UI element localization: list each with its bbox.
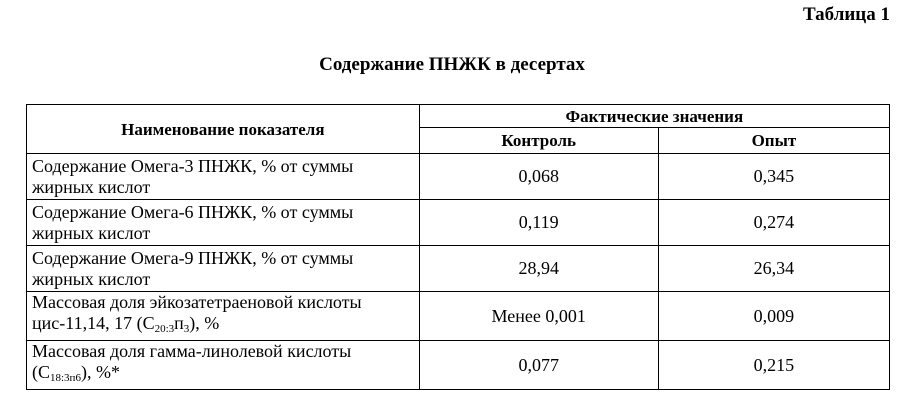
row-name-line1: Содержание Омега-3 ПНЖК, % от суммы [32,155,354,176]
row-name-line2-pre: (С [32,362,50,382]
control-value: Менее 0,001 [419,292,658,341]
row-name-line1: Массовая доля эйкозатетраеновой кислоты [32,292,362,312]
row-name-subscript: 18:3п6 [50,372,81,384]
control-value: 0,068 [419,154,658,200]
experiment-value: 0,009 [658,292,889,341]
table-row [27,154,890,200]
row-name [27,200,420,246]
row-name-subscript: 3 [183,323,190,335]
row-name-line1: Содержание Омега-9 ПНЖК, % от суммы [32,247,354,268]
row-name-line1: Массовая доля гамма-линолевой кислоты [32,341,352,361]
column-header-experiment: Опыт [658,128,889,154]
table-row [27,341,890,390]
row-name-line2: жирных кислот [32,268,151,289]
row-name [27,341,420,390]
row-name-line1: Содержание Омега-6 ПНЖК, % от суммы [32,201,354,222]
row-name-line2-pre: цис-11,14, 17 (С [32,313,155,333]
table-row [27,246,890,292]
row-name-line2: жирных кислот [32,222,151,243]
row-name-subscript: 20:3 [154,323,175,335]
column-header-actual-values: Фактические значения [419,105,889,128]
row-name-line2: жирных кислот [32,176,151,197]
row-name [27,292,420,341]
header-row [27,105,890,128]
row-name-line2-post: ), %* [80,362,120,382]
table-row [27,200,890,246]
data-table [26,104,890,390]
table-title: Содержание ПНЖК в десертах [319,54,585,75]
column-header-control: Контроль [419,128,658,154]
table-number: Таблица 1 [802,4,890,25]
control-value: 28,94 [419,246,658,292]
row-name-line2-mid: п [174,313,184,333]
experiment-value: 26,34 [658,246,889,292]
column-header-name: Наименование показателя [27,105,420,154]
experiment-value: 0,345 [658,154,889,200]
experiment-value: 0,215 [658,341,889,390]
experiment-value: 0,274 [658,200,889,246]
table-row [27,292,890,341]
row-name [27,154,420,200]
row-name [27,246,420,292]
control-value: 0,077 [419,341,658,390]
row-name-line2-post: ), % [189,313,220,333]
control-value: 0,119 [419,200,658,246]
